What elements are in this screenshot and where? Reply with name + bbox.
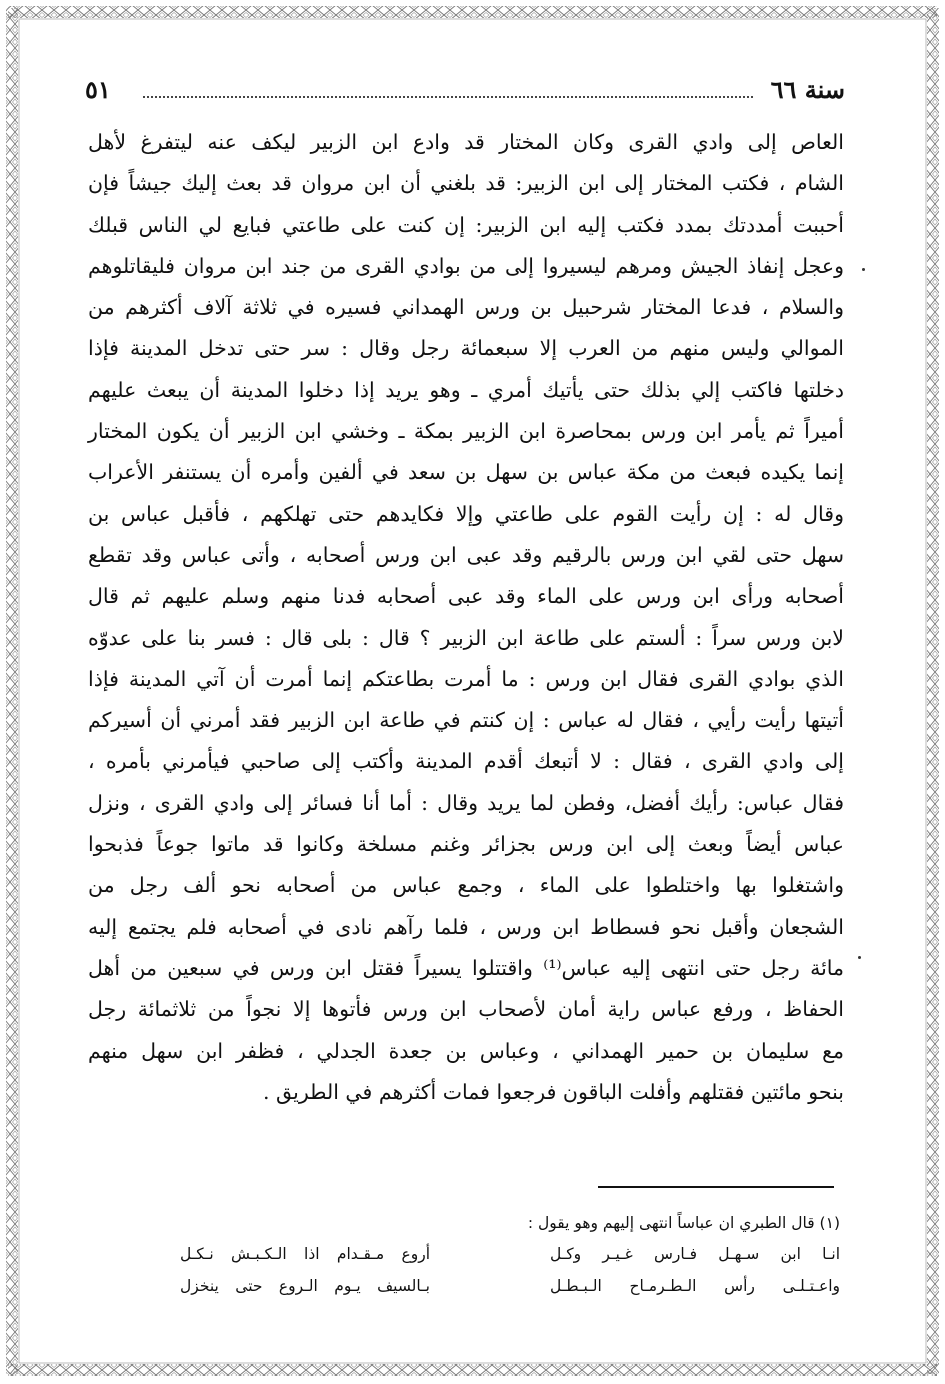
footnote-separator: [598, 1186, 834, 1188]
poem-verse: [150, 1270, 840, 1302]
running-head-year: سنة ٦٦: [770, 75, 845, 104]
text-line: إنما يكيده فبعث من مكة عباس بن سهل بن سعد في ألفين وأمره أن يستنفر الأعراب: [88, 460, 844, 485]
footnote: [150, 1208, 840, 1302]
text-line: إلى وادي القرى ، فقال : لا أتبعك أقدم المدينة وأكتب إلى صاحبي فيأمرني بأمره ،: [88, 749, 844, 774]
margin-speck: [862, 268, 865, 271]
text-line: والسلام ، فدعا المختار شرحبيل بن ورس الهمداني فسيره في ثلاثة آلاف أكثرهم من: [88, 295, 844, 320]
text-line: لابن ورس سراً : ألستم على طاعة ابن الزبير ؟ قال : بلى قال : فسر بنا على عدوّه: [88, 625, 844, 650]
text-line: الشام ، فكتب المختار إلى ابن الزبير: قد بلغني أن ابن مروان قد بعث إليك جيشاً فإن: [88, 171, 844, 196]
header-dotted-leader: [143, 96, 753, 98]
text-line: واشتغلوا بها واختلطوا على الماء ، وجمع عباس من أصحابه نحو ألف رجل من: [88, 873, 844, 898]
text-line: دخلتها فاكتب إلي بذلك حتى يأتيك أمري ـ وهو يريد إذا دخلوا المدينة أن يبعث عليهم: [88, 377, 844, 402]
main-text-block: [88, 122, 844, 1113]
verse-first-hemistich: انـا ابن سـهـل فـارس غـيـر وكـل: [550, 1245, 840, 1263]
verse-first-hemistich: واعـتـلـى رأس الـطـرمـاح الـبـطـل: [550, 1277, 840, 1295]
margin-speck: [858, 956, 861, 959]
text-line: أتيتها رأيت رأيي ، فقال له عباس : إن كنتم في طاعة ابن الزبير فقد أمرني أن أسيركم: [88, 708, 844, 733]
text-line: سهل حتى لقي ابن ورس بالرقيم وقد عبى ابن ورس أصحابه ، وأتى عباس وقد تقطع: [88, 542, 844, 567]
text-line: الحفاظ ، ورفع عباس راية أمان لأصحاب ابن ورس فأتوها إلا نجواً من ثلاثمائة رجل: [88, 997, 844, 1022]
page-header: [85, 72, 845, 108]
text-line-last: بنحو مائتين فقتلهم وأفلت الباقون فرجعوا فمات أكثرهم في الطريق .: [263, 1079, 844, 1104]
text-line: مع سليمان بن حمير الهمداني ، وعباس بن جعدة الجدلي ، فظفر ابن سهل منهم: [88, 1038, 844, 1063]
text-line: أميراً ثم يأمر ابن ورس بمحاصرة ابن الزبير بمكة ـ وخشي ابن الزبير أن يكون المختار: [88, 419, 844, 444]
text-line: الذي بوادي القرى فقال ابن ورس : ما أمرت بطاعتكم إنما أمرت أن آتي المدينة فإذا: [88, 666, 844, 691]
verse-second-hemistich: بـالسيف يـوم الـروع حتى ينخزل: [180, 1277, 430, 1295]
text-line: عباس أيضاً وبعث إلى ابن ورس بجزائر وغنم مسلخة وكانوا قد ماتوا جوعاً فذبحوا: [88, 832, 844, 857]
text-line: أحببت أمددتك بمدد فكتب إليه ابن الزبير: إن كنت على طاعتي فبايع لي الناس قبلك: [88, 212, 844, 237]
text-line: الشجعان وأقبل نحو فسطاط ابن ورس ، فلما رآهم نادى في أصحابه فلم يجتمع إليه: [88, 914, 844, 939]
text-line: مائة رجل حتى انتهى إليه عباس⁽¹⁾ واقتتلوا يسيراً فقتل ابن ورس في سبعين من أهل: [88, 955, 844, 980]
poem-verse: [150, 1238, 840, 1270]
page-number: ٥١: [85, 75, 111, 104]
text-line: وعجل إنفاذ الجيش ومرهم ليسيروا إلى من بوادي القرى من جند ابن مروان فليقاتلوهم: [88, 253, 844, 278]
verse-second-hemistich: أروع مـقـدام اذا الـكـبـش نـكـل: [180, 1245, 430, 1263]
footnote-text: (١) قال الطبري ان عباساً انتهى إليهم وهو يقول :: [527, 1214, 840, 1232]
text-line: أصحابه ورأى ابن ورس على الماء وقد عبى أصحابه فدنا منهم وسلم عليهم ثم قال: [88, 584, 844, 609]
text-line: فقال عباس: رأيك أفضل، وفطن لما يريد وقال : أما أنا فسائر إلى وادي القرى ، ونزل: [88, 790, 844, 815]
text-line: وقال له : إن رأيت القوم على طاعتي وإلا فكايدهم حتى تهلكهم ، فأقبل عباس بن: [88, 501, 844, 526]
text-line: الموالي وليس منهم من العرب إلا سبعمائة رجل وقال : سر حتى تدخل المدينة فإذا: [88, 336, 844, 361]
text-line: العاص إلى وادي القرى وكان المختار قد وادع ابن الزبير ليكف عنه ليتفرغ لأهل: [88, 130, 844, 154]
